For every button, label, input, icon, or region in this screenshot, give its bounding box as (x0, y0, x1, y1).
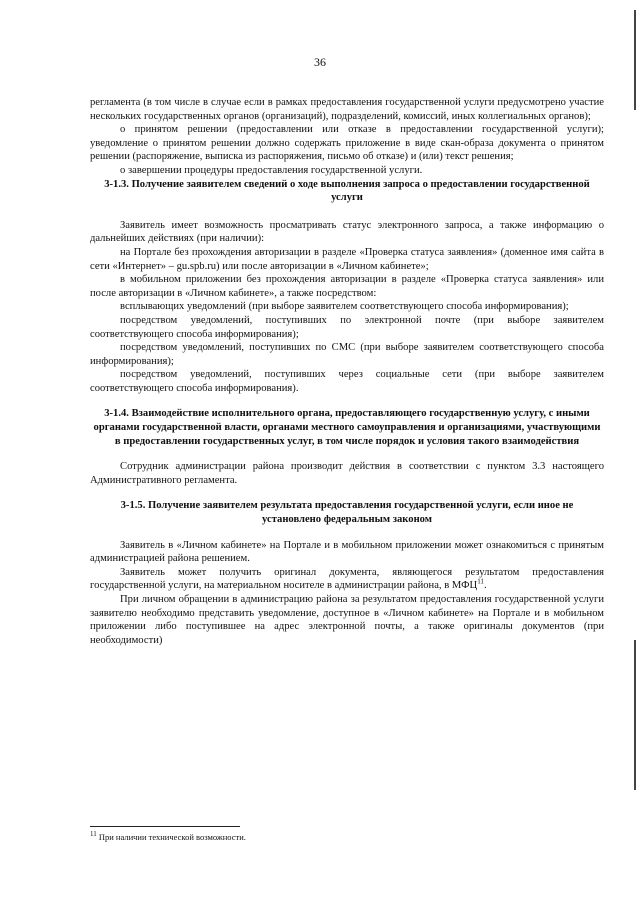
spacer (90, 395, 604, 407)
paragraph-text: о завершении процедуры предоставления государственной услуги. (120, 164, 423, 176)
paragraph-text: Заявитель имеет возможность просматривать статус электронного запроса, а также информацию о дальнейших действиях (при наличии): (90, 219, 604, 245)
paragraph-text: 3-1.5. Получение заявителем результата предоставления государственной услуги, если иное не установлено федеральным законом (120, 500, 574, 526)
paragraph (90, 123, 604, 164)
paragraph-text: регламента (в том числе в случае если в рамках предоставления государственной услуги предусмотрено участие нескольких государственных органов (организаций), подразделений, комиссий, иных коллегиальных органов); (90, 97, 604, 122)
paragraph-text: Заявитель в «Личном кабинете» на Портале и в мобильном приложении может ознакомиться с принятым администрацией района решением. (90, 539, 604, 565)
spacer (90, 527, 604, 539)
paragraph-text: Заявитель может получить оригинал документа, являющегося результатом предоставления государственной услуги, на материальном носителе в администрации района, в МФЦ (90, 566, 604, 592)
paragraph-text: о принятом решении (предоставлении или отказе в предоставлении государственной услуги); уведомление о принятом решении должно содержать приложение в виде скан-образа документа о принятом решении (распоряжение, выписка из распоряжения, письмо об отказе) и (или) текст решения; (90, 124, 604, 163)
section-heading (90, 499, 604, 526)
paragraph (90, 273, 604, 300)
paragraph-text: посредством уведомлений, поступивших через социальные сети (при выборе заявителем соответствующего способа информирования). (90, 369, 604, 394)
footnote-ref: 11 (477, 577, 484, 586)
paragraph-text: При личном обращении в администрацию района за результатом предоставления государственной услуги заявителю необходимо представить уведомление, доступное в «Личном кабинете» на Портале и в мобильном приложении либо поступившее на адрес электронной почты, а также оригиналы документов (при необходимости) (90, 594, 604, 646)
paragraph-text: посредством уведомлений, поступивших по электронной почте (при выборе заявителем соответствующего способа информирования); (90, 314, 604, 340)
footnote (90, 832, 246, 842)
paragraph (90, 341, 604, 368)
paragraph (90, 539, 604, 566)
paragraph (90, 96, 604, 123)
paragraph (90, 219, 604, 246)
paragraph-text: 3-1.4. Взаимодействие исполнительного органа, предоставляющего государственную услугу, с иными органами государственной власти, органами местного самоуправления и организациями, участвующими в предоставлении государственных услуг, в том числе порядок и условия такого взаимодействия (93, 408, 601, 447)
paragraph-text: 3-1.3. Получение заявителем сведений о ходе выполнения запроса о предоставлении государственной услуги (104, 178, 590, 204)
paragraph-text: в мобильном приложении без прохождения авторизации в разделе «Проверка статуса заявления» или после авторизации в «Личном кабинете», а также посредством: (90, 274, 604, 299)
spacer (90, 448, 604, 460)
paragraph (90, 368, 604, 395)
footnote-mark: 11 (90, 830, 97, 839)
paragraph (90, 246, 604, 273)
footnote-separator (90, 826, 240, 827)
paragraph-text: посредством уведомлений, поступивших по СМС (при выборе заявителем соответствующего способа информирования); (90, 342, 604, 367)
document-body (90, 96, 604, 647)
paragraph (90, 593, 604, 647)
paragraph-text: Сотрудник администрации района производит действия в соответствии с пунктом 3.3 настоящего Административного регламента. (90, 461, 604, 486)
paragraph-tail: . (483, 580, 487, 592)
scan-edge-artifact (634, 10, 636, 110)
page-number: 36 (314, 55, 326, 69)
spacer (90, 205, 604, 219)
paragraph (90, 314, 604, 341)
paragraph (90, 164, 604, 178)
spacer (90, 487, 604, 499)
paragraph (90, 566, 604, 593)
section-heading (90, 178, 604, 205)
section-heading (90, 407, 604, 448)
paragraph-text: всплывающих уведомлений (при выборе заявителем соответствующего способа информирования); (120, 301, 569, 313)
footnote-text: При наличии технической возможности. (96, 832, 246, 842)
paragraph-text: на Портале без прохождения авторизации в разделе «Проверка статуса заявления» (доменное имя сайта в сети «Интернет» – gu.spb.ru) или после авторизации в «Личном кабинете»; (90, 246, 604, 272)
paragraph (90, 300, 604, 314)
scan-edge-artifact (634, 640, 636, 790)
paragraph (90, 460, 604, 487)
